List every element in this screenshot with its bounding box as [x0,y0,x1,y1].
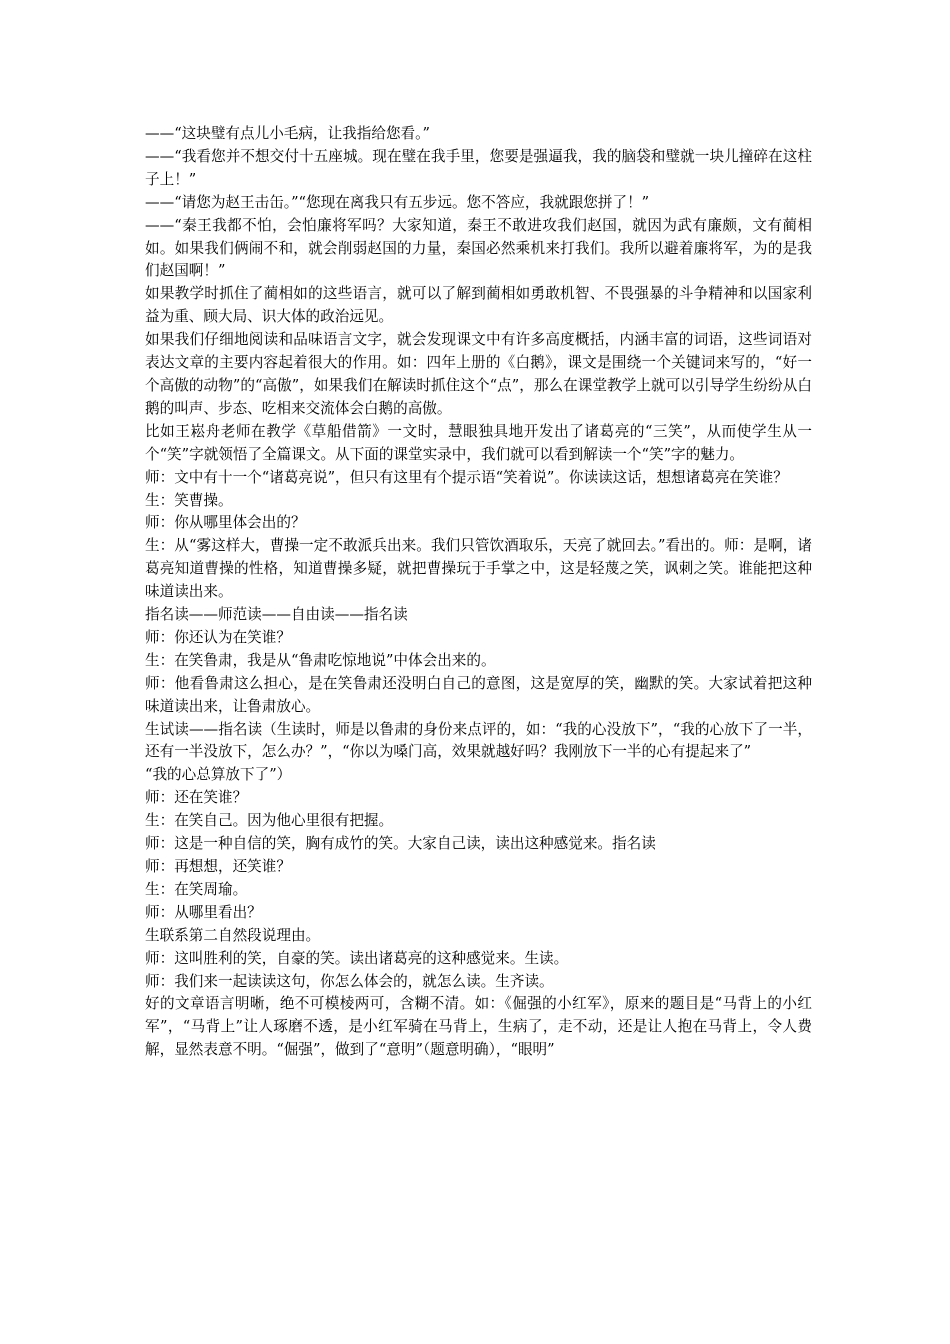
dialogue-line: “我的心总算放下了”） [145,766,292,784]
dialogue-line: 生：从“雾这样大，曹操一定不敢派兵出来。我们只管饮酒取乐，天亮了就回去。”看出的。师：是啊，诸葛亮知道曹操的性格，知道曹操多疑，就把曹操玩于手掌之中，这是轻蔑之笑，讽刺之笑。谁能把这种味道读出来。 [145,537,812,601]
dialogue-line: 师：我们来一起读读这句，你怎么体会的，就怎么读。生齐读。 [145,972,554,990]
paragraph: 如果我们仔细地阅读和品味语言文字，就会发现课文中有许多高度概括，内涵丰富的词语，这些词语对表达文章的主要内容起着很大的作用。如：四年上册的《白鹅》，课文是围绕一个关键词来写的，“好一个高傲的动物”的“高傲”，如果我们在解读时抓住这个“点”，那么在课堂教学上就可以引导学生纷纷从白鹅的叫声、步态、吃相来交流体会白鹅的高傲。 [145,331,812,417]
dialogue-line: 生：笑曹操。 [145,491,233,509]
dialogue-line: 师：从哪里看出？ [145,903,262,921]
dialogue-line: 师：你还认为在笑谁？ [145,628,291,646]
paragraph: ——“我看您并不想交付十五座城。现在璧在我手里，您要是强逼我，我的脑袋和璧就一块儿撞碎在这柱子上！” [145,147,812,188]
dialogue-line: 师：他看鲁肃这么担心，是在笑鲁肃还没明白自己的意图，这是宽厚的笑，幽默的笑。大家试着把这种味道读出来，让鲁肃放心。 [145,674,812,715]
paragraph: 好的文章语言明晰，绝不可模棱两可，含糊不清。如：《倔强的小红军》，原来的题目是“马背上的小红军”，“马背上”让人琢磨不透，是小红军骑在马背上，生病了，走不动，还是让人抱在马背上，令人费解，显然表意不明。“倔强”，做到了“意明”（题意明确），“眼明” [145,995,812,1059]
dialogue-line: 生：在笑鲁肃，我是从“鲁肃吃惊地说”中体会出来的。 [145,651,496,669]
dialogue-line: 师：这是一种自信的笑，胸有成竹的笑。大家自己读，读出这种感觉来。指名读 [145,835,656,853]
dialogue-line: 师：再想想，还笑谁？ [145,858,291,875]
dialogue-line: 指名读——师范读——自由读——指名读 [145,606,408,624]
dialogue-line: 师：文中有十一个“诸葛亮说”，但只有这里有个提示语“笑着说”。你读读这话，想想诸葛亮在笑谁？ [145,468,788,486]
paragraph: 如果教学时抓住了蔺相如的这些语言，就可以了解到蔺相如勇敢机智、不畏强暴的斗争精神和以国家利益为重、顾大局、识大体的政治远见。 [145,285,812,326]
dialogue-line: 师：这叫胜利的笑，自豪的笑。读出诸葛亮的这种感觉来。生读。 [145,949,569,967]
paragraph: ——“秦王我都不怕，会怕廉将军吗？大家知道，秦王不敢进攻我们赵国，就因为武有廉颇，文有蔺相如。如果我们俩闹不和，就会削弱赵国的力量，秦国必然乘机来打我们。我所以避着廉将军，为的是我们赵国啊！” [145,216,812,280]
paragraph: ——“这块璧有点儿小毛病，让我指给您看。” [145,125,430,142]
dialogue-line: 生联系第二自然段说理由。 [145,926,321,944]
dialogue-line: 生：在笑自己。因为他心里很有把握。 [145,812,394,830]
dialogue-line: 生试读——指名读（生读时，师是以鲁肃的身份来点评的，如：“我的心没放下”，“我的心放下了一半，还有一半没放下，怎么办？”，“你以为嗓门高，效果就越好吗？我刚放下一半的心有提起来了” [145,720,812,761]
paragraph: 比如王崧舟老师在教学《草船借箭》一文时，慧眼独具地开发出了诸葛亮的“三笑”，从而使学生从一个“笑”字就领悟了全篇课文。从下面的课堂实录中，我们就可以看到解读一个“笑”字的魅力。 [145,422,812,463]
dialogue-line: 师：你从哪里体会出的？ [145,514,306,532]
paragraph: ——“请您为赵王击缶。”“您现在离我只有五步远。您不答应，我就跟您拼了！” [145,193,650,211]
document-body [145,123,812,1062]
dialogue-line: 生：在笑周瑜。 [145,880,248,898]
dialogue-line: 师：还在笑谁？ [145,789,248,807]
